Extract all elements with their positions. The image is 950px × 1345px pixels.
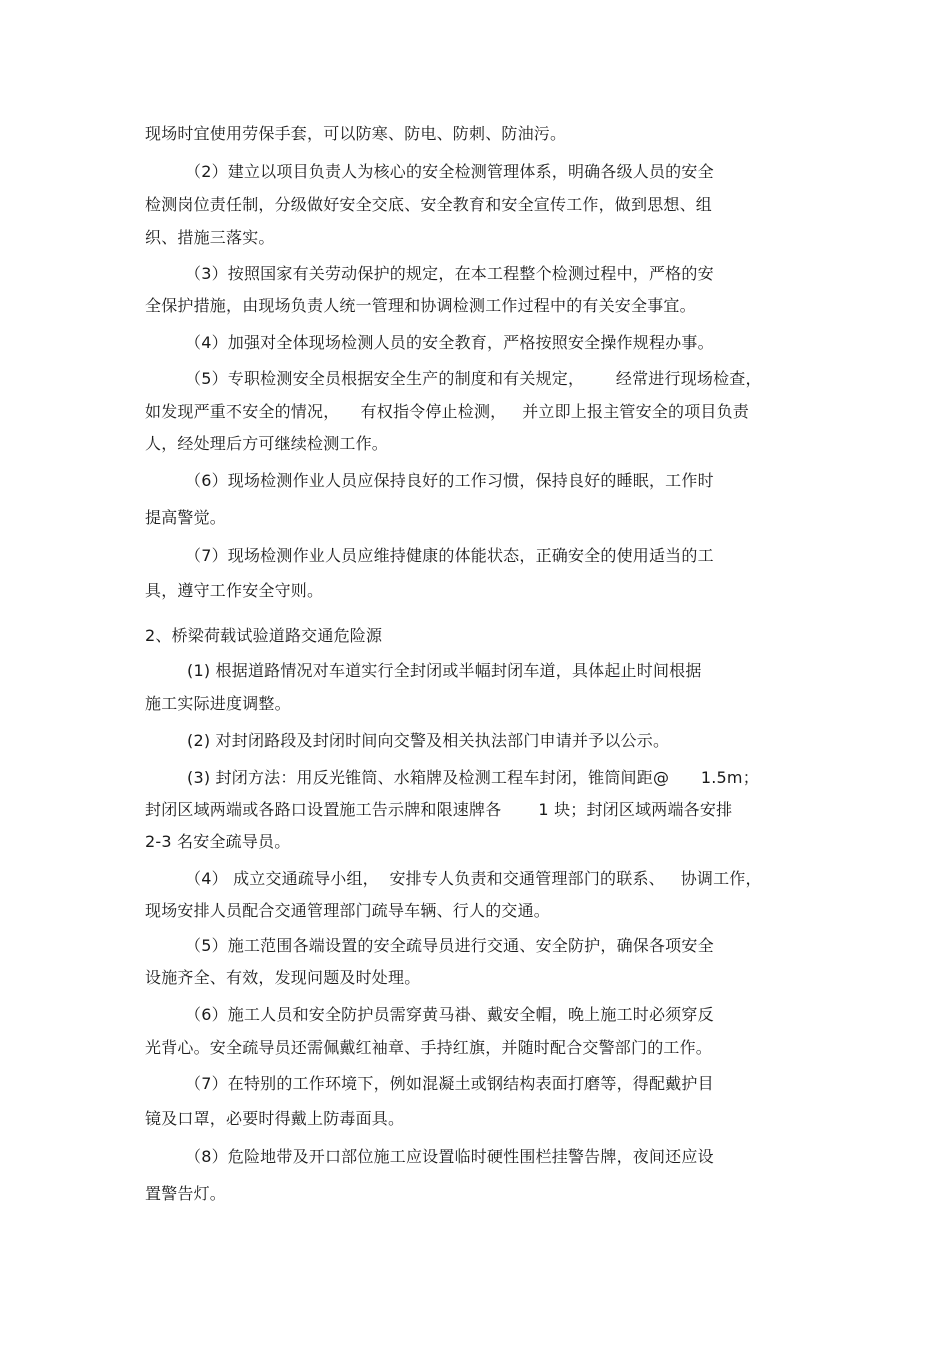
text-line: 如发现严重不安全的情况， 有权指令停止检测， 并立即上报主管安全的项目负责 xyxy=(145,402,750,421)
text-line: （6）施工人员和安全防护员需穿黄马褂、戴安全帽，晚上施工时必须穿反 xyxy=(185,1005,714,1024)
text-line: （4）加强对全体现场检测人员的安全教育，严格按照安全操作规程办事。 xyxy=(185,333,714,352)
text-line: 人，经处理后方可继续检测工作。 xyxy=(145,434,389,453)
text-line: 现场安排人员配合交通管理部门疏导车辆、行人的交通。 xyxy=(145,901,551,920)
text-line: （5）施工范围各端设置的安全疏导员进行交通、安全防护，确保各项安全 xyxy=(185,936,714,955)
text-line: 提高警觉。 xyxy=(145,508,227,527)
text-line: （3）按照国家有关劳动保护的规定，在本工程整个检测过程中，严格的安 xyxy=(185,264,714,283)
text-line: 全保护措施，由现场负责人统一管理和协调检测工作过程中的有关安全事宜。 xyxy=(145,296,696,315)
text-line: （5）专职检测安全员根据安全生产的制度和有关规定， 经常进行现场检查， xyxy=(185,369,762,388)
text-line: （2）建立以项目负责人为核心的安全检测管理体系，明确各级人员的安全 xyxy=(185,162,714,181)
text-line: 置警告灯。 xyxy=(145,1184,227,1203)
text-line: 镜及口罩，必要时得戴上防毒面具。 xyxy=(145,1109,405,1128)
text-line: 设施齐全、有效，发现问题及时处理。 xyxy=(145,968,421,987)
text-line: (3) 封闭方法：用反光锥筒、水箱牌及检测工程车封闭，锥筒间距@ 1.5m； xyxy=(187,768,759,787)
text-line: 2-3 名安全疏导员。 xyxy=(145,832,291,851)
text-line: (1) 根据道路情况对车道实行全封闭或半幅封闭车道，具体起止时间根据 xyxy=(187,661,702,680)
section-heading: 2、桥梁荷载试验道路交通危险源 xyxy=(145,626,383,645)
text-line: 织、措施三落实。 xyxy=(145,228,275,247)
text-line: （6）现场检测作业人员应保持良好的工作习惯，保持良好的睡眠，工作时 xyxy=(185,471,714,490)
text-line: （8）危险地带及开口部位施工应设置临时硬性围栏挂警告牌，夜间还应设 xyxy=(185,1147,714,1166)
text-line: （7）在特别的工作环境下，例如混凝土或钢结构表面打磨等，得配戴护目 xyxy=(185,1074,714,1093)
text-line: 现场时宜使用劳保手套，可以防寒、防电、防刺、防油污。 xyxy=(145,124,567,143)
text-line: （7）现场检测作业人员应维持健康的体能状态，正确安全的使用适当的工 xyxy=(185,546,714,565)
text-line: 具，遵守工作安全守则。 xyxy=(145,581,324,600)
text-line: (2) 对封闭路段及封闭时间向交警及相关执法部门申请并予以公示。 xyxy=(187,731,670,750)
text-line: 光背心。安全疏导员还需佩戴红袖章、手持红旗，并随时配合交警部门的工作。 xyxy=(145,1038,713,1057)
text-line: 封闭区域两端或各路口设置施工告示牌和限速牌各 1 块；封闭区域两端各安排 xyxy=(145,800,733,819)
text-line: （4） 成立交通疏导小组， 安排专人负责和交通管理部门的联系、 协调工作， xyxy=(185,869,762,888)
text-line: 施工实际进度调整。 xyxy=(145,694,291,713)
text-line: 检测岗位责任制，分级做好安全交底、安全教育和安全宣传工作，做到思想、组 xyxy=(145,195,713,214)
